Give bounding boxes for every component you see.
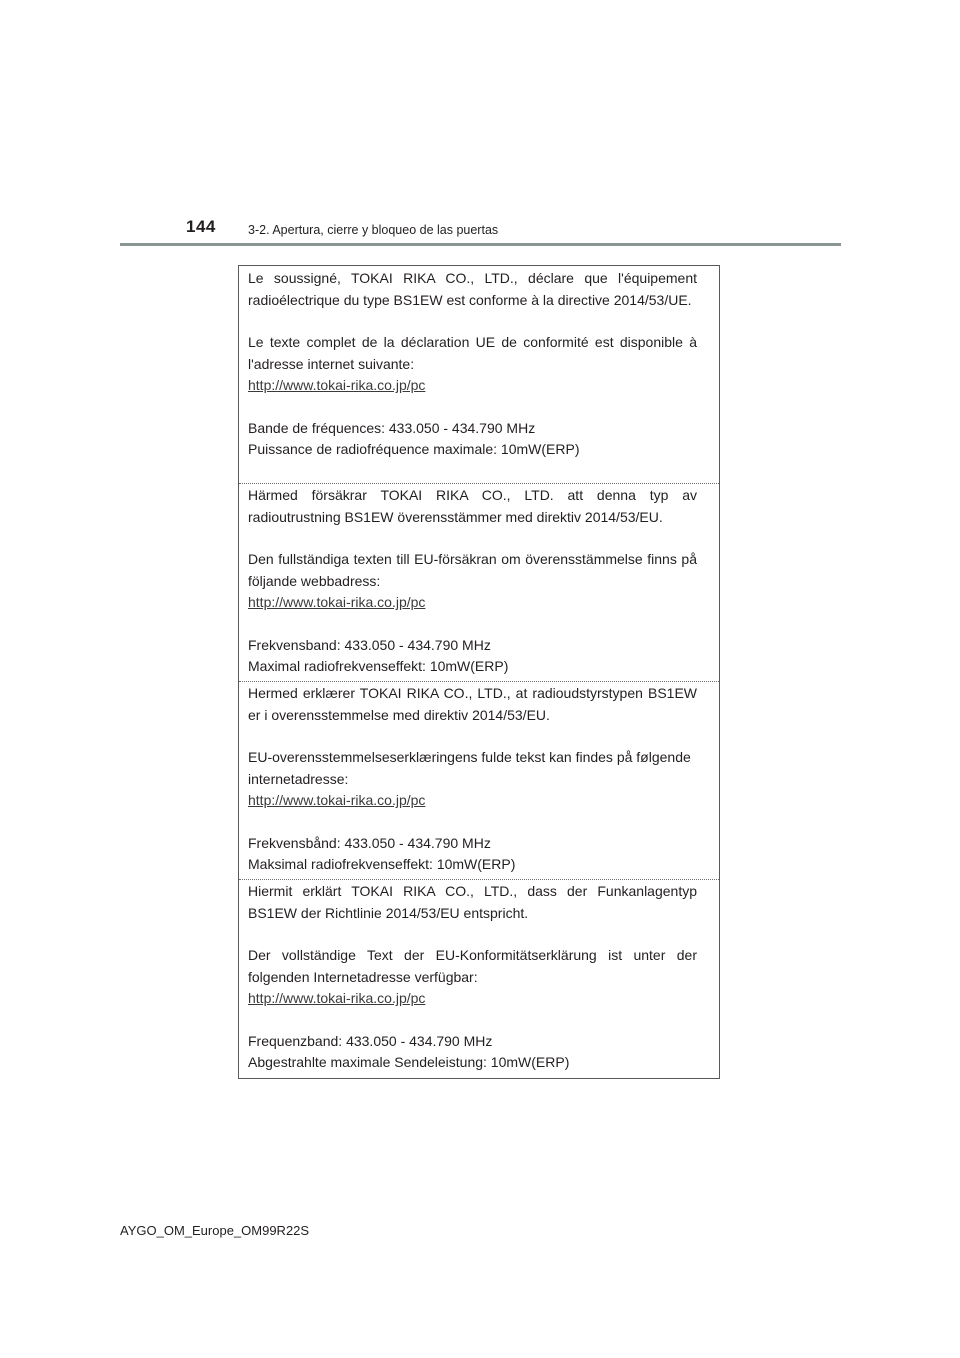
declaration-text: Hiermit erklärt TOKAI RIKA CO., LTD., dass der Funkanlagentyp BS1EW der Richtlinie 2014/53/EU entspricht. <box>248 883 697 921</box>
frequency-band-text: Bande de fréquences: 433.050 - 434.790 MHz <box>248 419 536 436</box>
max-power-text: Puissance de radiofréquence maximale: 10mW(ERP) <box>248 441 580 457</box>
declaration-box <box>238 265 720 1079</box>
footer-doc-id: AYGO_OM_Europe_OM99R22S <box>120 1223 310 1238</box>
section-divider <box>239 483 719 484</box>
page-number: 144 <box>186 217 216 236</box>
max-power-text: Abgestrahlte maximale Sendeleistung: 10mW(ERP) <box>248 1054 570 1070</box>
declaration-text: Hermed erklærer TOKAI RIKA CO., LTD., at radioudstyrstypen BS1EW er i overensstemmelse med direktiv 2014/53/EU. <box>248 685 697 723</box>
declaration-text: Le soussigné, TOKAI RIKA CO., LTD., déclare que l'équipement radioélectrique du type BS1EW est conforme à la directive 2014/53/UE. <box>248 270 697 308</box>
availability-text: EU-overensstemmelseserklæringens fulde tekst kan findes på følgende internetadresse: <box>248 749 691 787</box>
declaration-url-link[interactable]: http://www.tokai-rika.co.jp/pc <box>248 990 426 1006</box>
availability-text: Den fullständiga texten till EU-försäkran om överensstämmelse finns på följande webbadress: <box>248 551 697 589</box>
declaration-url-link[interactable]: http://www.tokai-rika.co.jp/pc <box>248 377 426 393</box>
declaration-text: Härmed försäkrar TOKAI RIKA CO., LTD. att denna typ av radioutrustning BS1EW överensstämmer med direktiv 2014/53/EU. <box>248 487 697 525</box>
frequency-band-text: Frekvensbånd: 433.050 - 434.790 MHz <box>248 834 491 851</box>
max-power-text: Maksimal radiofrekvenseffekt: 10mW(ERP) <box>248 856 516 872</box>
section-title: 3-2. Apertura, cierre y bloqueo de las puertas <box>248 223 499 237</box>
header-rule <box>120 243 841 246</box>
declaration-url-link[interactable]: http://www.tokai-rika.co.jp/pc <box>248 792 426 808</box>
availability-text: Der vollständige Text der EU-Konformitätserklärung ist unter der folgenden Internetadresse verfügbar: <box>248 947 697 985</box>
declaration-section-danish <box>239 683 719 876</box>
declaration-section-swedish <box>239 485 719 678</box>
frequency-band-text: Frequenzband: 433.050 - 434.790 MHz <box>248 1032 493 1049</box>
section-divider <box>239 879 719 880</box>
frequency-band-text: Frekvensband: 433.050 - 434.790 MHz <box>248 636 491 653</box>
section-divider <box>239 681 719 682</box>
availability-text: Le texte complet de la déclaration UE de conformité est disponible à l'adresse internet suivante: <box>248 334 697 372</box>
declaration-section-german <box>239 881 719 1074</box>
max-power-text: Maximal radiofrekvenseffekt: 10mW(ERP) <box>248 658 509 674</box>
declaration-section-french <box>239 268 719 461</box>
declaration-url-link[interactable]: http://www.tokai-rika.co.jp/pc <box>248 594 426 610</box>
